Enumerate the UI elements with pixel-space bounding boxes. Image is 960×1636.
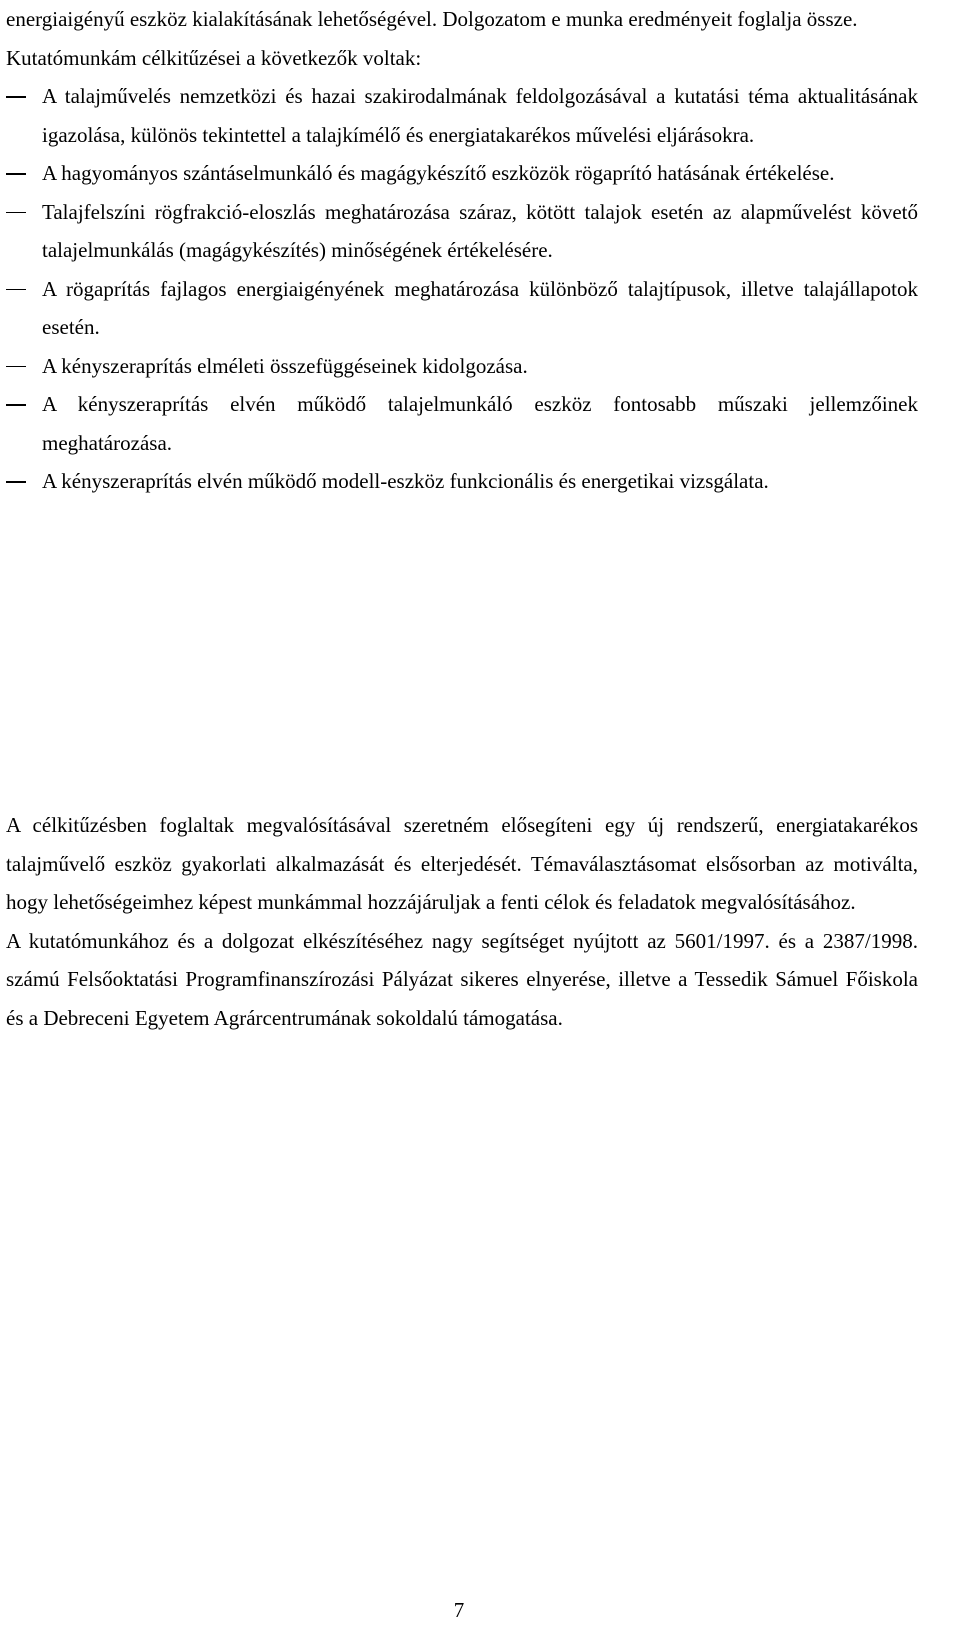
intro-paragraph: energiaigényű eszköz kialakításának lehetőségével. Dolgozatom e munka eredményeit foglalja össze.: [6, 7, 858, 31]
dash-bullet-icon: [6, 404, 26, 406]
intro-section: [6, 0, 918, 501]
objectives-heading: Kutatómunkám célkitűzései a következők voltak:: [6, 45, 422, 70]
dash-bullet-icon: [6, 212, 26, 214]
list-item-text: Talajfelszíni rögfrakció-eloszlás meghatározása száraz, kötött talajok esetén az alapművelést követő talajelmunkálás (magágykészítés) minőségének értékelésére.: [42, 199, 918, 262]
dash-bullet-icon: [6, 289, 26, 291]
list-item: [6, 77, 918, 154]
closing-paragraph-acknowledgement: A kutatómunkához és a dolgozat elkészítéséhez nagy segítséget nyújtott az 5601/1997. és a 2387/1998. számú Felsőoktatási Programfinanszírozási Pályázat sikeres elnyerése, illetve a Tessedik Sámuel Főiskola és a Debreceni Egyetem Agrárcentrumának sokoldalú támogatása.: [6, 928, 918, 1030]
closing-section: [6, 806, 918, 1037]
dash-bullet-icon: [6, 366, 26, 368]
list-item-text: A kényszeraprítás elvén működő talajelmunkáló eszköz fontosabb műszaki jellemzőinek meghatározása.: [42, 392, 918, 455]
dash-bullet-icon: [6, 173, 26, 175]
list-item: [6, 154, 918, 193]
dash-bullet-icon: [6, 481, 26, 483]
list-item-text: A talajművelés nemzetközi és hazai szakirodalmának feldolgozásával a kutatási téma aktualitásának igazolása, különös tekintettel a talajkímélő és energiatakarékos művelési eljárásokra.: [42, 84, 918, 147]
dash-bullet-icon: [6, 96, 26, 98]
list-item-text: A hagyományos szántáselmunkáló és magágykészítő eszközök rögaprító hatásának értékelése.: [42, 161, 835, 185]
list-item: [6, 385, 918, 462]
list-item: [6, 462, 918, 501]
list-item: [6, 193, 918, 270]
objectives-list: [6, 77, 918, 501]
list-item: [6, 347, 918, 386]
list-item-text: A kényszeraprítás elméleti összefüggéseinek kidolgozása.: [42, 353, 528, 378]
list-item-text: A kényszeraprítás elvén működő modell-eszköz funkcionális és energetikai vizsgálata.: [42, 469, 769, 493]
list-item: [6, 270, 918, 347]
closing-paragraph-motivation: A célkitűzésben foglaltak megvalósításával szeretném elősegíteni egy új rendszerű, energiatakarékos talajművelő eszköz gyakorlati alkalmazását és elterjedését. Témaválasztásomat elsősorban az motiválta, hogy lehetőségeimhez képest munkámmal hozzájáruljak a fenti célok és feladatok megvalósításához.: [6, 813, 918, 914]
page-number: 7: [453, 1598, 465, 1622]
list-item-text: A rögaprítás fajlagos energiaigényének meghatározása különböző talajtípusok, illetve talajállapotok esetén.: [42, 276, 918, 339]
